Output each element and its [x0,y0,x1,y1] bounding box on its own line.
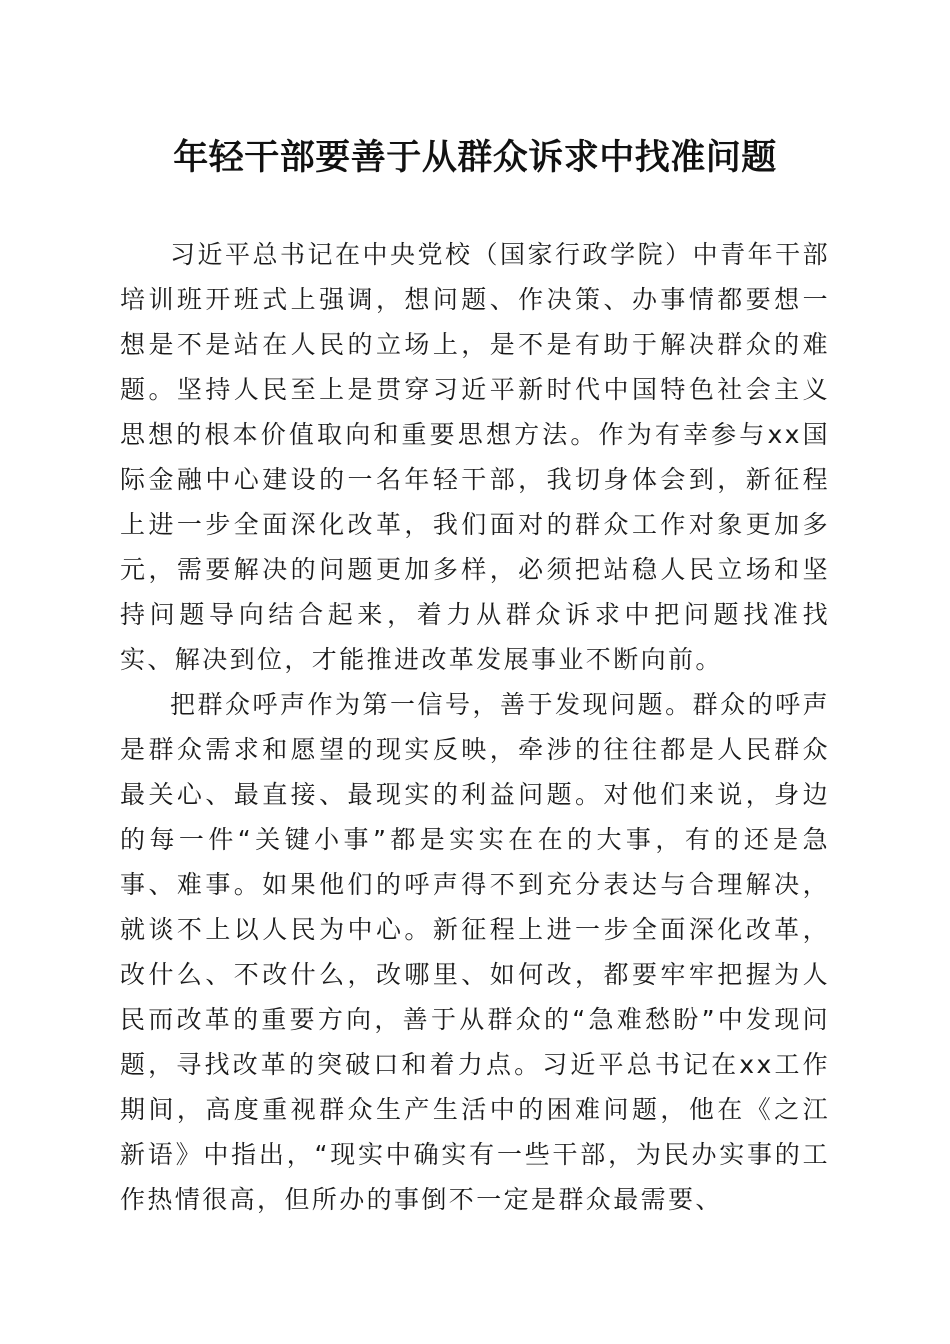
paragraph-2: 把群众呼声作为第一信号，善于发现问题。群众的呼声是群众需求和愿望的现实反映，牵涉的往往都是人民群众最关心、最直接、最现实的利益问题。对他们来说，身边的每一件“关键小事”都是实实在在的大事，有的还是急事、难事。如果他们的呼声得不到充分表达与合理解决，就谈不上以人民为中心。新征程上进一步全面深化改革，改什么、不改什么，改哪里、如何改，都要牢牢把握为人民而改革的重要方向，善于从群众的“急难愁盼”中发现问题，寻找改革的突破口和着力点。习近平总书记在xx工作期间，高度重视群众生产生活中的困难问题，他在《之江新语》中指出，“现实中确实有一些干部，为民办实事的工作热情很高，但所办的事倒不一定是群众最需要、 [120,690,830,1214]
paragraph-1: 习近平总书记在中央党校（国家行政学院）中青年干部培训班开班式上强调，想问题、作决策、办事情都要想一想是不是站在人民的立场上，是不是有助于解决群众的难题。坚持人民至上是贯穿习近平新时代中国特色社会主义思想的根本价值取向和重要思想方法。作为有幸参与xx国际金融中心建设的一名年轻干部，我切身体会到，新征程上进一步全面深化改革，我们面对的群众工作对象更加多元，需要解决的问题更加多样，必须把站稳人民立场和坚持问题导向结合起来，着力从群众诉求中把问题找准找实、解决到位，才能推进改革发展事业不断向前。 [120,240,830,674]
document-body [120,232,830,1222]
document-title: 年轻干部要善于从群众诉求中找准问题 [173,137,777,178]
